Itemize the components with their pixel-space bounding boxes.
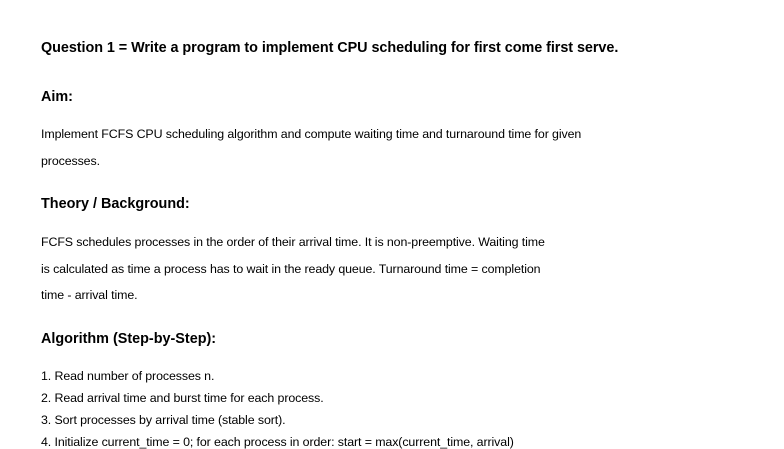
- question-title: Question 1 = Write a program to implement CPU scheduling for first come first serve.: [41, 40, 619, 56]
- theory-heading: Theory / Background:: [41, 196, 190, 212]
- aim-line: Implement FCFS CPU scheduling algorithm and compute waiting time and turnaround time for given: [41, 127, 582, 141]
- aim-heading: Aim:: [41, 89, 73, 105]
- document-page: [41, 0, 741, 449]
- aim-line: processes.: [41, 154, 100, 168]
- algorithm-step: 2. Read arrival time and burst time for each process.: [41, 391, 324, 405]
- algorithm-step: 4. Initialize current_time = 0; for each process in order: start = max(current_time, arrival): [41, 435, 514, 449]
- algorithm-step: 1. Read number of processes n.: [41, 369, 215, 383]
- algorithm-heading: Algorithm (Step-by-Step):: [41, 331, 217, 347]
- theory-line: time - arrival time.: [41, 288, 138, 302]
- algorithm-step: 3. Sort processes by arrival time (stable sort).: [41, 413, 286, 427]
- theory-line: FCFS schedules processes in the order of their arrival time. It is non-preemptive. Waiting time: [41, 235, 545, 249]
- theory-line: is calculated as time a process has to wait in the ready queue. Turnaround time = completion: [41, 262, 541, 276]
